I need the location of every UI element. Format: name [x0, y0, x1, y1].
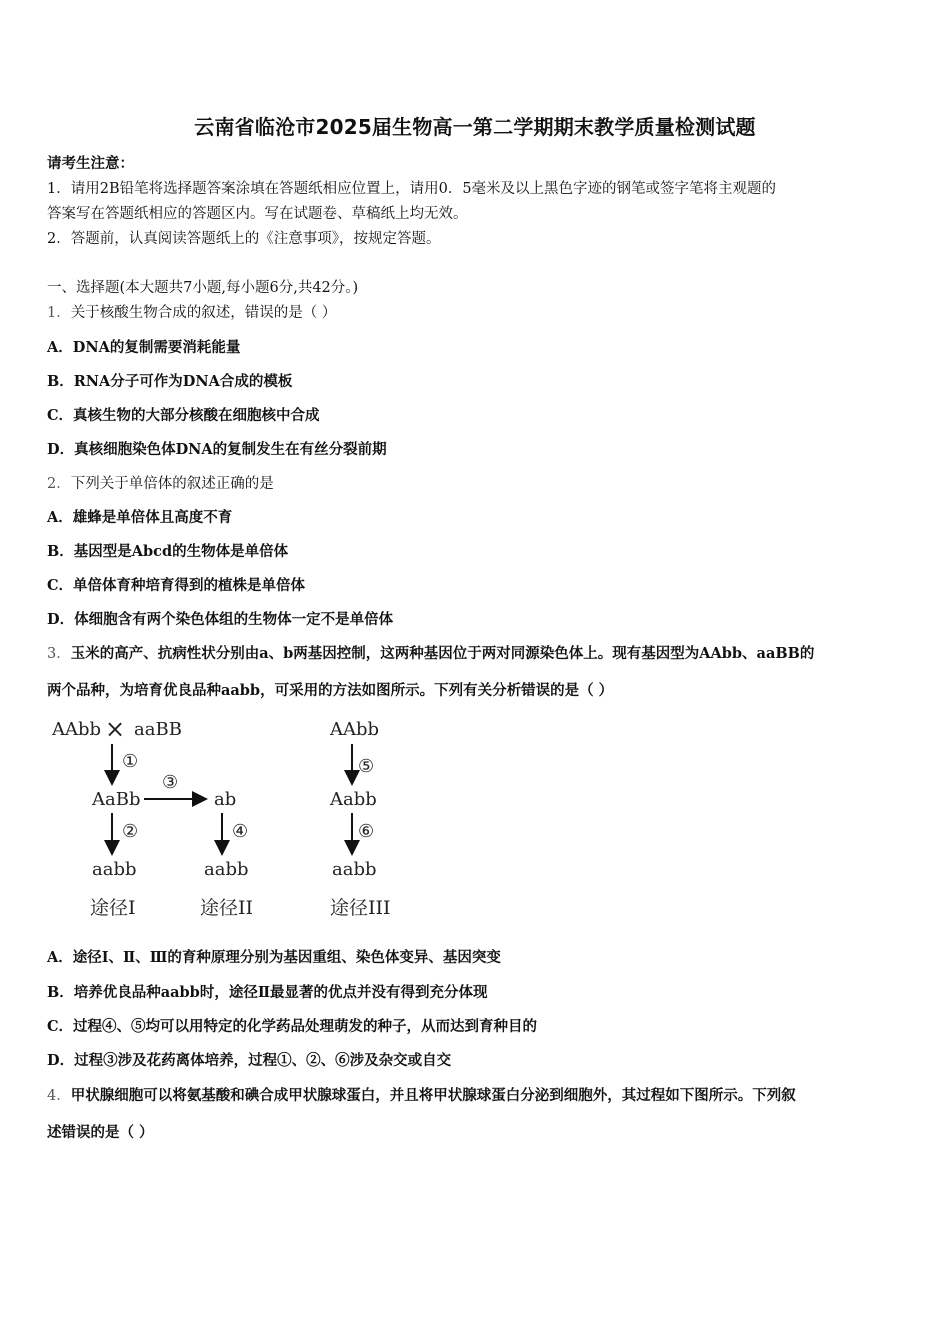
- q2-option-c: C．单倍体育种培育得到的植株是单倍体: [47, 577, 306, 594]
- section-heading: 一、选择题(本大题共7小题,每小题6分,共42分。): [47, 280, 359, 296]
- question-text: 甲状腺细胞可以将氨基酸和碘合成甲状腺球蛋白，并且将甲状腺球蛋白分泌到细胞外，其过程如下图所示。下列叙: [70, 1087, 796, 1104]
- route-3-label: 途径III: [330, 897, 391, 919]
- node-f1: AaBb: [92, 789, 141, 810]
- notice-item-1-line-1: 1．请用2B铅笔将选择题答案涂填在答题纸相应位置上，请用0．5毫米及以上黑色字迹的钢笔或签字笔将主观题的: [47, 181, 777, 197]
- route-1-label: 途径I: [90, 897, 136, 919]
- question-4-stem-line-2: 述错误的是（ ）: [47, 1124, 154, 1141]
- step-6-label: ⑥: [358, 821, 375, 842]
- result-route-3: aabb: [332, 859, 377, 880]
- question-number: 2．: [47, 476, 71, 492]
- question-text: 下列关于单倍体的叙述正确的是: [70, 476, 274, 492]
- result-route-1: aabb: [92, 859, 137, 880]
- step-2-label: ②: [122, 821, 139, 842]
- notice-item-2: 2．答题前，认真阅读答题纸上的《注意事项》，按规定答题。: [47, 231, 441, 247]
- result-route-2: aabb: [204, 859, 249, 880]
- question-text: 关于核酸生物合成的叙述，错误的是（ ）: [70, 305, 337, 321]
- q2-option-a: A．雄蜂是单倍体且高度不育: [47, 509, 233, 526]
- q3-option-c: C．过程④、⑤均可以用特定的化学药品处理萌发的种子，从而达到育种目的: [47, 1018, 538, 1035]
- step-4-label: ④: [232, 821, 249, 842]
- q2-option-d: D．体细胞含有两个染色体组的生物体一定不是单倍体: [47, 611, 394, 628]
- step-3-label: ③: [162, 772, 179, 793]
- q3-option-b: B．培养优良品种aabb时，途径Ⅱ最显著的优点并没有得到充分体现: [47, 984, 488, 1001]
- question-3-stem-line-2: 两个品种，为培育优良品种aabb，可采用的方法如图所示。下列有关分析错误的是（ ）: [47, 682, 614, 699]
- step-1-label: ①: [122, 751, 139, 772]
- cross-parent-2: aaBB: [134, 719, 182, 740]
- route-2-label: 途径II: [200, 897, 254, 919]
- notice-heading: 请考生注意：: [47, 155, 134, 172]
- question-number: 4．: [47, 1088, 71, 1104]
- question-number: 1．: [47, 305, 71, 321]
- notice-item-1-line-2: 答案写在答题纸相应的答题区内。写在试题卷、草稿纸上均无效。: [47, 206, 468, 222]
- q1-option-b: B．RNA分子可作为DNA合成的模板: [47, 373, 293, 390]
- question-2-stem: [47, 472, 274, 493]
- question-1-stem: [47, 301, 336, 322]
- page-title: 云南省临沧市2025届生物高一第二学期期末教学质量检测试题: [194, 115, 756, 139]
- q3-option-a: A．途径Ⅰ、Ⅱ、Ⅲ的育种原理分别为基因重组、染色体变异、基因突变: [47, 949, 501, 966]
- q1-option-d: D．真核细胞染色体DNA的复制发生在有丝分裂前期: [47, 441, 387, 458]
- question-4-stem-line-1: [47, 1084, 796, 1105]
- q1-option-c: C．真核生物的大部分核酸在细胞核中合成: [47, 407, 320, 424]
- question-number: 3．: [47, 646, 71, 662]
- question-text: 玉米的高产、抗病性状分别由a、b两基因控制，这两种基因位于两对同源染色体上。现有基因型为AAbb、aaBB的: [70, 645, 815, 662]
- route-3-start: AAbb: [330, 719, 380, 740]
- node-haploid: ab: [214, 789, 237, 810]
- q2-option-b: B．基因型是Abcd的生物体是单倍体: [47, 543, 289, 560]
- route-3-mid: Aabb: [330, 789, 377, 810]
- q3-option-d: D．过程③涉及花药离体培养，过程①、②、⑥涉及杂交或自交: [47, 1052, 452, 1069]
- cross-sign: ×: [105, 715, 126, 743]
- q1-option-a: A．DNA的复制需要消耗能量: [47, 339, 241, 356]
- breeding-pathway-diagram: [40, 712, 420, 927]
- step-5-label: ⑤: [358, 756, 375, 777]
- cross-parent-1: AAbb: [52, 719, 102, 740]
- question-3-stem-line-1: [47, 642, 814, 663]
